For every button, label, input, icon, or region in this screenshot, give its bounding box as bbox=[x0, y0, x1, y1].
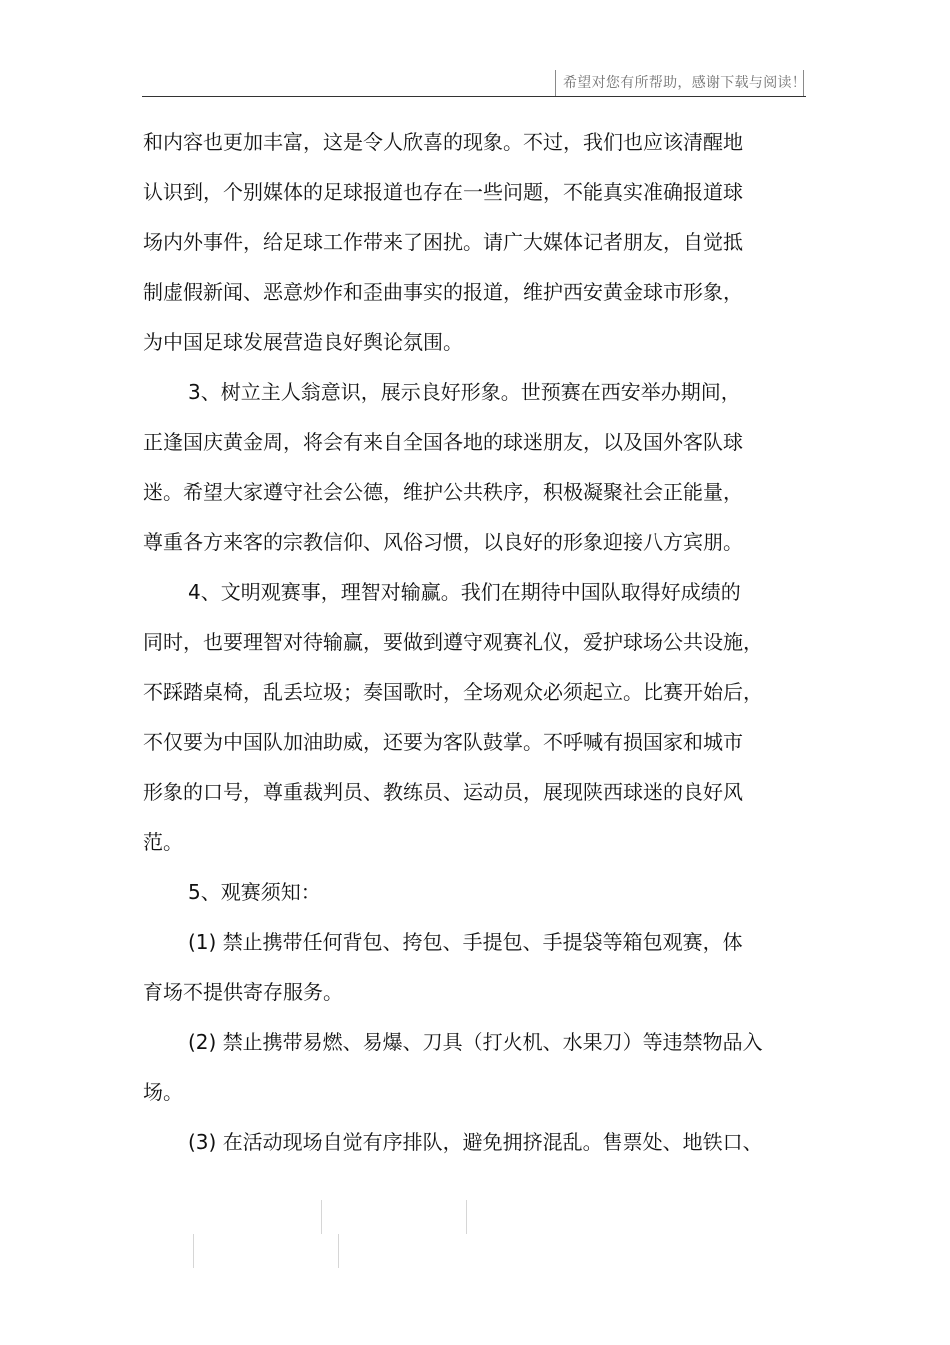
text-line: 为中国足球发展营造良好舆论氛围。 bbox=[143, 330, 463, 354]
text-line: 3、树立主人翁意识，展示良好形象。世预赛在西安举办期间， bbox=[188, 380, 741, 404]
text-line: 育场不提供寄存服务。 bbox=[143, 980, 343, 1004]
scan-mark bbox=[321, 1200, 322, 1234]
text-line: 形象的口号，尊重裁判员、教练员、运动员，展现陕西球迷的良好风 bbox=[143, 780, 743, 804]
text-line: 范。 bbox=[143, 830, 183, 854]
text-line: 迷。希望大家遵守社会公德，维护公共秩序，积极凝聚社会正能量， bbox=[143, 480, 743, 504]
text-line: 制虚假新闻、恶意炒作和歪曲事实的报道，维护西安黄金球市形象， bbox=[143, 280, 743, 304]
text-line: (3) 在活动现场自觉有序排队，避免拥挤混乱。售票处、地铁口、 bbox=[188, 1130, 763, 1154]
text-line: 同时，也要理智对待输赢，要做到遵守观赛礼仪，爱护球场公共设施， bbox=[143, 630, 763, 654]
header-rule bbox=[142, 96, 806, 97]
text-line: 和内容也更加丰富，这是令人欣喜的现象。不过，我们也应该清醒地 bbox=[143, 130, 743, 154]
text-line: (1) 禁止携带任何背包、挎包、手提包、手提袋等箱包观赛，体 bbox=[188, 930, 743, 954]
text-line: 认识到，个别媒体的足球报道也存在一些问题，不能真实准确报道球 bbox=[143, 180, 743, 204]
text-line: 4、文明观赛事，理智对输赢。我们在期待中国队取得好成绩的 bbox=[188, 580, 741, 604]
text-line: 场。 bbox=[143, 1080, 183, 1104]
header-banner-text: 希望对您有所帮助，感谢下载与阅读！ bbox=[563, 75, 807, 91]
scan-mark bbox=[193, 1234, 194, 1268]
scan-mark bbox=[466, 1200, 467, 1234]
text-line: 5、观赛须知： bbox=[188, 880, 321, 904]
text-line: (2) 禁止携带易燃、易爆、刀具（打火机、水果刀）等违禁物品入 bbox=[188, 1030, 763, 1054]
text-line: 正逢国庆黄金周，将会有来自全国各地的球迷朋友，以及国外客队球 bbox=[143, 430, 743, 454]
text-line: 场内外事件，给足球工作带来了困扰。请广大媒体记者朋友，自觉抵 bbox=[143, 230, 743, 254]
text-line: 不仅要为中国队加油助威，还要为客队鼓掌。不呼喊有损国家和城市 bbox=[143, 730, 743, 754]
text-line: 尊重各方来客的宗教信仰、风俗习惯，以良好的形象迎接八方宾朋。 bbox=[143, 530, 743, 554]
scan-mark bbox=[338, 1234, 339, 1268]
text-line: 不踩踏桌椅，乱丢垃圾；奏国歌时，全场观众必须起立。比赛开始后， bbox=[143, 680, 763, 704]
